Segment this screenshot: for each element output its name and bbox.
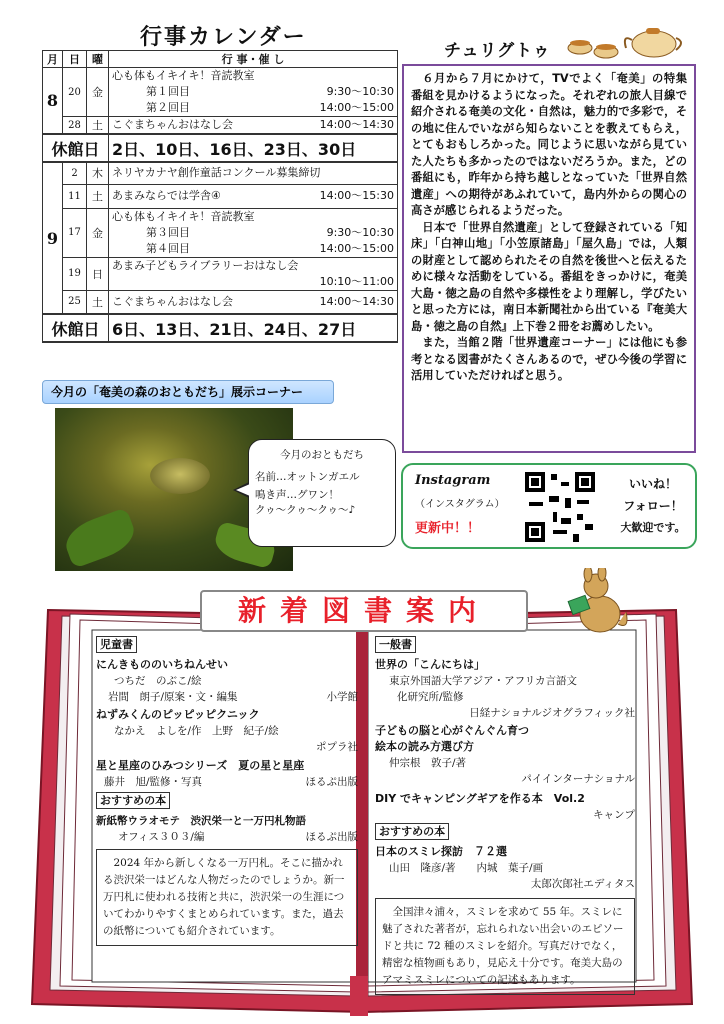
closed-days-aug xyxy=(43,134,398,162)
calendar-row xyxy=(43,184,398,208)
event-day: 2 xyxy=(63,162,87,184)
event-time: 10:10～11:00 xyxy=(319,274,394,288)
closed-label: 休館日 xyxy=(43,314,109,342)
calendar-row xyxy=(43,208,398,257)
event-time: 14:00～15:30 xyxy=(319,189,394,202)
calendar-row xyxy=(43,257,398,290)
instagram-box xyxy=(401,463,697,549)
recommendation-text: 2024 年から新しくなる一万円札。そこに描かれる渋沢栄一はどんな人物だったのでしょうか。新一万円札に使われる技術と共に，渋沢栄一の生涯についてわかりやすくまとめられています。また，過去の紙幣についても紹介されています。 xyxy=(96,849,358,946)
event-title: あまみ子どもライブラリーおはなし会 xyxy=(112,258,299,272)
event-title: こぐまちゃんおはなし会 xyxy=(112,294,233,308)
session-label: 第４回目 xyxy=(146,241,190,255)
event-day: 25 xyxy=(63,290,87,314)
col-month: 月 xyxy=(43,51,63,68)
general-books-page xyxy=(375,634,635,986)
event-calendar xyxy=(42,50,398,343)
instagram-name: Instagram xyxy=(415,473,491,488)
event-title: 心も体もイキイキ！音読教室 xyxy=(112,209,255,223)
follow-message xyxy=(613,473,693,539)
calendar-row xyxy=(43,162,398,184)
event-weekday: 木 xyxy=(87,162,109,184)
event-title: あまみならでは学舎④ xyxy=(112,189,221,202)
event-time: 14:00～14:30 xyxy=(319,294,394,308)
frog-call: 鳴き声…グワン！ xyxy=(255,489,339,501)
calendar-title: 行事カレンダー xyxy=(140,25,307,50)
event-title: 心も体もイキイキ！音読教室 xyxy=(112,69,255,82)
event-weekday: 土 xyxy=(87,290,109,314)
column-paragraph: ６月から７月にかけて，TVでよく「奄美」の特集番組を見かけるようになった。それぞれの旅人目線で紹介される奄美の文化・自然は，魅力的で多彩で，その地に住んでいながら知らないことを教えてもらえ，とてもおもしろかった。同じように思いながら見ていた人たちも多かったのではないだろうか。また，どの番組にも，昨年から持ち越しとなっていた「世界自然遺産」への期待があふれていて，島内外からの関心の高さが感じられるようだった。 xyxy=(411,72,687,217)
event-weekday: 日 xyxy=(87,257,109,290)
book-author: 仲宗根 敦子/著 xyxy=(389,757,467,769)
col-event: 行 事・催 し xyxy=(109,51,398,68)
event-weekday: 金 xyxy=(87,68,109,117)
frog-name: 名前…オットンガエル xyxy=(255,471,360,483)
event-cell xyxy=(109,184,398,208)
recommended-label: おすすめの本 xyxy=(375,823,449,840)
event-cell xyxy=(109,162,398,184)
speech-bubble xyxy=(248,439,396,547)
col-weekday: 曜 xyxy=(87,51,109,68)
event-weekday: 金 xyxy=(87,208,109,257)
book-title: 世界の「こんにちは」 xyxy=(375,658,485,671)
teacups-icon xyxy=(566,26,686,60)
new-books-title: 新着図書案内 xyxy=(200,590,528,632)
book-publisher: 日経ナショナルジオグラフィック社 xyxy=(469,707,635,719)
childrens-books-page xyxy=(96,634,358,980)
book-author: 東京外国語大学アジア・アフリカ言語文 xyxy=(389,675,578,687)
like-text: いいね！ xyxy=(628,477,677,491)
session-time: 9:30～10:30 xyxy=(326,85,394,98)
book-subtitle: 絵本の読み方選び方 xyxy=(375,740,474,753)
book-publisher: パイインターナショナル xyxy=(521,773,635,785)
event-cell xyxy=(109,68,398,117)
event-title: ネリヤカナヤ創作童話コンクール募集締切 xyxy=(112,166,321,180)
frog-call-sound: クゥ～クゥ～クゥ～♪ xyxy=(255,504,356,516)
book-publisher: ほるぷ出版 xyxy=(305,776,358,788)
session-time: 14:00～15:00 xyxy=(319,101,394,114)
book-author: なかえ よしを/作 上野 紀子/絵 xyxy=(114,725,279,737)
event-cell xyxy=(109,290,398,314)
book-author: オフィス３０３/編 xyxy=(118,831,205,843)
qr-code-icon[interactable] xyxy=(525,472,595,542)
calendar-row xyxy=(43,117,398,135)
section-label: 一般書 xyxy=(375,636,416,653)
book-title: 子どもの脳と心がぐんぐん育つ xyxy=(375,724,529,737)
event-day: 20 xyxy=(63,68,87,117)
follow-text: フォロー！ xyxy=(623,499,683,513)
book-title: 星と星座のひみつシリーズ 夏の星と星座 xyxy=(96,759,305,772)
calendar-row xyxy=(43,290,398,314)
event-time: 14:00～14:30 xyxy=(319,118,394,131)
book-publisher: ほるぷ出版 xyxy=(305,831,358,843)
updating-label: 更新中！！ xyxy=(415,521,481,536)
column-paragraph: また，当館２階「世界遺産コーナー」には他にも参考となる図書がたくさんあるので，ぜひ今後の学習に活用していただければと思う。 xyxy=(411,336,687,382)
month-aug: 8 xyxy=(43,68,63,135)
session-label: 第３回目 xyxy=(146,225,190,239)
book-author: 藤井 旭/監修・写真 xyxy=(104,776,203,788)
column-title: チュリグトゥ xyxy=(444,41,551,61)
recommendation-text: 全国津々浦々，スミレを求めて 55 年。スミレに魅了された著者が，忘れられない出会いのエピソードと共に 72 種のスミレを紹介。写真だけでなく，精密な植物画もあり，見応え十分です。奄美大島のアマミスミレについての記述もあります。 xyxy=(375,898,635,995)
closed-days: 6日、13日、21日、24日、27日 xyxy=(109,314,398,342)
book-title: 新紙幣ウラオモテ 渋沢栄一と一万円札物語 xyxy=(96,815,306,827)
event-title: こぐまちゃんおはなし会 xyxy=(112,118,233,131)
session-label: 第１回目 xyxy=(146,85,190,98)
book-author: つちだ のぶこ/絵 xyxy=(114,675,202,687)
event-day: 28 xyxy=(63,117,87,135)
col-day: 日 xyxy=(63,51,87,68)
book-title: DIY でキャンピングギアを作る本 Vol.2 xyxy=(375,792,585,805)
leaf-shape xyxy=(60,507,139,569)
recommended-label: おすすめの本 xyxy=(96,792,170,809)
book-publisher: キャンプ xyxy=(593,809,635,821)
session-time: 14:00～15:00 xyxy=(319,241,394,255)
event-cell xyxy=(109,117,398,135)
book-title: にんきもののいちねんせい xyxy=(96,658,228,671)
book-author: 岩間 朗子/原案・文・編集 xyxy=(108,691,238,703)
event-cell xyxy=(109,208,398,257)
book-author: 化研究所/監修 xyxy=(397,691,464,703)
book-author: 山田 隆彦/著 内城 葉子/画 xyxy=(389,862,544,874)
event-cell xyxy=(109,257,398,290)
book-title: ねずみくんのピッピッピクニック xyxy=(96,708,260,721)
book-publisher: 太郎次郎社エディタス xyxy=(530,878,635,890)
session-time: 9:30～10:30 xyxy=(326,225,394,239)
kangaroo-reading-icon xyxy=(560,568,630,636)
closed-days: 2日、10日、16日、23日、30日 xyxy=(109,134,398,162)
calendar-row xyxy=(43,68,398,117)
event-day: 11 xyxy=(63,184,87,208)
month-sep: 9 xyxy=(43,162,63,314)
event-weekday: 土 xyxy=(87,184,109,208)
book-publisher: 小学館 xyxy=(326,691,358,703)
welcome-text: 大歓迎です。 xyxy=(620,521,686,534)
bubble-heading: 今月のおともだち xyxy=(280,449,364,461)
session-label: 第２回目 xyxy=(146,101,190,114)
event-day: 19 xyxy=(63,257,87,290)
section-label: 児童書 xyxy=(96,636,137,653)
book-title: 日本のスミレ探訪 ７２選 xyxy=(375,845,507,858)
event-weekday: 土 xyxy=(87,117,109,135)
closed-days-sep xyxy=(43,314,398,342)
closed-label: 休館日 xyxy=(43,134,109,162)
tulip-column-box xyxy=(402,64,696,453)
book-publisher: ポプラ社 xyxy=(316,741,358,753)
frog-icon xyxy=(150,458,210,494)
forest-corner-banner: 今月の「奄美の森のおともだち」展示コーナー xyxy=(42,380,334,404)
event-day: 17 xyxy=(63,208,87,257)
speech-bubble-tail-inner xyxy=(236,484,250,496)
column-paragraph: 日本で「世界自然遺産」として登録されている「知床」「白神山地」「小笠原諸島」「屋久島」では，人類の財産として認められたその自然を後世へと伝えるために様々な活動をしている。番組をきっかけに，奄美大島・徳之島の自然や多様性をより理解し，学びたいと思った方には，南日本新聞社から出ている『奄美大島・徳之島の自然』上下巻２冊をお薦めしたい。 xyxy=(411,220,687,333)
instagram-reading: （インスタグラム） xyxy=(415,499,505,510)
